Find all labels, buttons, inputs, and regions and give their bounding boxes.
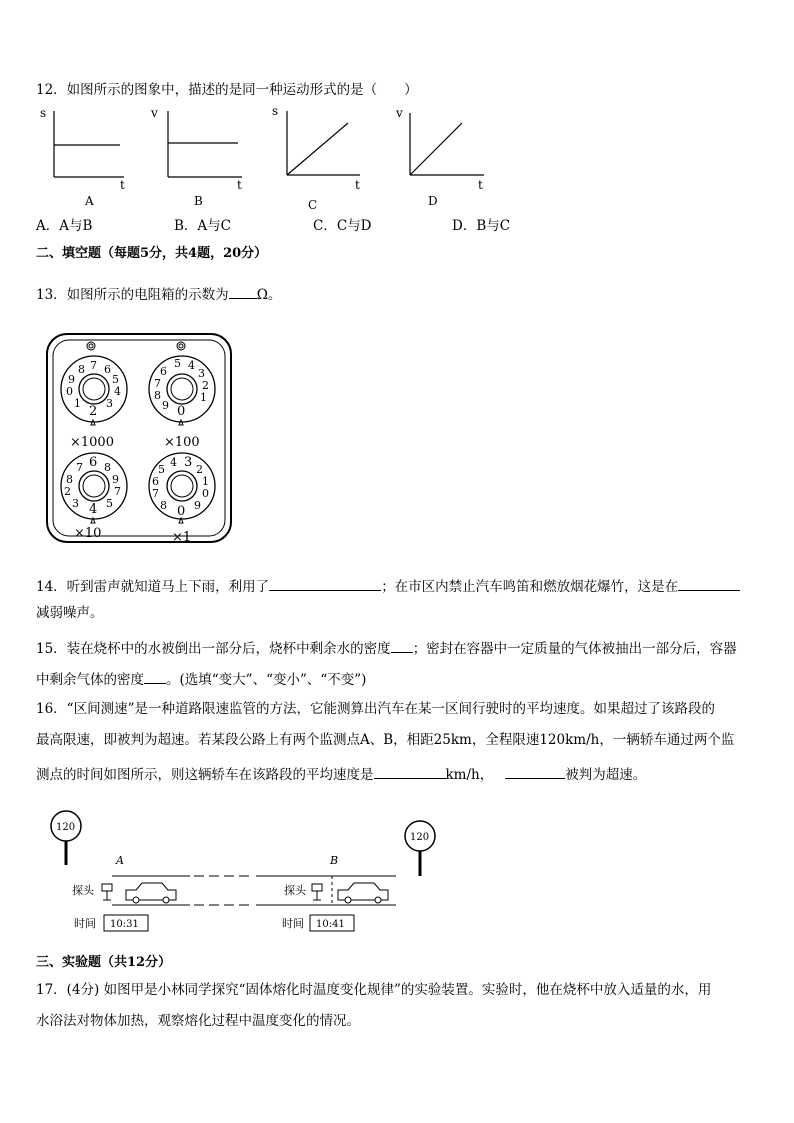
dial-x1-top: 3 (184, 455, 193, 470)
svg-text:1: 1 (200, 391, 207, 404)
q15-blank-1[interactable] (391, 640, 413, 653)
q12-option-d[interactable]: D．B与C (452, 218, 511, 234)
q14-line1-b: ；在市区内禁止汽车鸣笛和燃放烟花爆竹，这是在 (381, 579, 679, 595)
graph-d-caption: D (428, 194, 438, 208)
q15-line2-b: 。(选填“变大”、“变小”、“不变”) (166, 672, 367, 688)
q14-line1-a: 14．听到雷声就知道马上下雨，利用了 (36, 579, 270, 595)
graph-b-ylabel: v (151, 106, 158, 120)
time-b-value: 10:41 (316, 919, 345, 930)
q14-blank-2[interactable] (678, 578, 740, 591)
sign-left-value: 120 (56, 822, 76, 833)
svg-text:6: 6 (160, 365, 167, 378)
sign-right-value: 120 (410, 832, 430, 843)
svg-text:8: 8 (66, 473, 73, 486)
svg-text:8: 8 (78, 363, 85, 376)
q16-line3-a: 测点的时间如图所示，则这辆轿车在该路段的平均速度是 (36, 767, 374, 783)
q12-option-b[interactable]: B．A与C (174, 218, 231, 234)
section2-heading: 二、填空题（每题5分，共4题，20分） (36, 246, 268, 261)
svg-text:6: 6 (152, 475, 159, 488)
graph-b (150, 106, 242, 208)
graph-d (395, 106, 484, 208)
dial-x1 (149, 453, 215, 545)
q12-option-a[interactable]: A．A与B (36, 218, 93, 234)
svg-text:1: 1 (202, 475, 209, 488)
svg-text:2: 2 (64, 485, 71, 498)
section3-heading: 三、实验题（共12分） (36, 955, 172, 970)
speed-limit-sign-right (405, 821, 435, 876)
dial-x10-top: 6 (89, 455, 98, 470)
q13-stem (36, 286, 281, 303)
svg-text:4: 4 (170, 456, 177, 469)
graph-b-xlabel: t (237, 178, 242, 192)
svg-text:4: 4 (188, 359, 195, 372)
svg-text:6: 6 (104, 363, 111, 376)
dial-x100 (149, 342, 215, 450)
svg-text:0: 0 (66, 385, 73, 398)
graph-d-ylabel: v (396, 106, 403, 120)
dial-x10-reading: 4 (89, 502, 98, 517)
camera-a-icon (102, 884, 112, 900)
svg-text:8: 8 (160, 499, 167, 512)
graph-a-caption: A (85, 194, 94, 208)
q12-option-c[interactable]: C．C与D (313, 218, 372, 234)
q15-blank-2[interactable] (144, 671, 166, 684)
q15-line1-a: 15．装在烧杯中的水被倒出一部分后，烧杯中剩余水的密度 (36, 641, 391, 657)
time-a-label: 时间 (74, 917, 96, 930)
graph-c (272, 104, 360, 212)
q16-line3 (36, 766, 646, 783)
q12-graphs (30, 103, 510, 215)
speed-check-figure (40, 808, 450, 938)
resistance-box-figure (44, 331, 234, 545)
dial-x1-reading: 0 (177, 504, 186, 519)
q16-line2: 最高限速，即被判为超速。若某段公路上有两个监测点A、B，相距25km，全程限速120km/h，一辆轿车通过两个监 (36, 732, 735, 748)
graph-a-xlabel: t (120, 178, 125, 192)
q16-line3-b: km/h， (445, 767, 494, 783)
svg-text:0: 0 (202, 487, 209, 500)
speed-limit-sign-left (51, 811, 81, 865)
probe-a-label: 探头 (72, 884, 94, 897)
dial-x1000-reading: 2 (89, 404, 98, 419)
graph-b-caption: B (194, 194, 203, 208)
q15-line1 (36, 640, 737, 657)
svg-text:2: 2 (196, 463, 203, 476)
graph-c-xlabel: t (355, 178, 360, 192)
q17-line2: 水浴法对物体加热，观察熔化过程中温度变化的情况。 (36, 1013, 360, 1029)
dial-x10 (61, 453, 127, 541)
q14-line1 (36, 578, 740, 595)
svg-text:7: 7 (90, 359, 97, 372)
graph-a-ylabel: s (40, 106, 47, 120)
svg-text:5: 5 (112, 373, 119, 386)
svg-text:5: 5 (174, 357, 181, 370)
svg-text:2: 2 (202, 379, 209, 392)
svg-text:9: 9 (112, 473, 119, 486)
dial-x100-label: ×100 (164, 435, 200, 450)
dial-x1-label: ×1 (172, 530, 192, 545)
q16-blank-speed[interactable] (374, 766, 446, 779)
graph-d-xlabel: t (478, 178, 483, 192)
svg-text:8: 8 (104, 461, 111, 474)
probe-b-label: 探头 (284, 884, 306, 897)
dial-x100-reading: 0 (177, 404, 186, 419)
svg-text:7: 7 (154, 377, 161, 390)
q14-blank-1[interactable] (269, 578, 381, 591)
camera-b-icon (312, 884, 322, 900)
point-a-label: A (116, 854, 124, 867)
svg-text:7: 7 (114, 485, 121, 498)
svg-text:5: 5 (106, 497, 113, 510)
svg-text:1: 1 (74, 397, 81, 410)
svg-text:7: 7 (152, 487, 159, 500)
svg-text:5: 5 (158, 463, 165, 476)
q15-line1-b: ；密封在容器中一定质量的气体被抽出一部分后，容器 (412, 641, 737, 657)
time-b-label: 时间 (282, 917, 304, 930)
dial-x1000 (61, 342, 127, 450)
q13-answer-blank[interactable] (229, 286, 257, 299)
svg-text:9: 9 (162, 399, 169, 412)
q17-line1: 17．(4分) 如图甲是小林同学探究“固体熔化时温度变化规律”的实验装置。实验时，他在烧杯中放入适量的水，用 (36, 982, 712, 998)
dial-x1000-label: ×1000 (70, 435, 114, 450)
graph-a (40, 106, 125, 208)
svg-text:3: 3 (72, 497, 79, 510)
car-at-a-icon (126, 883, 176, 903)
svg-text:4: 4 (114, 385, 121, 398)
q15-line2 (36, 671, 366, 688)
point-b-label: B (330, 854, 339, 867)
graph-c-ylabel: s (272, 104, 279, 118)
q16-line1: 16．“区间测速”是一种道路限速监管的方法，它能测算出汽车在某一区间行驶时的平均速度。如果超过了该路段的 (36, 701, 715, 717)
q15-line2-a: 中剩余气体的密度 (36, 672, 144, 688)
svg-text:8: 8 (154, 389, 161, 402)
q16-line3-c: 被判为超速。 (565, 767, 647, 783)
svg-text:3: 3 (106, 397, 113, 410)
dial-x10-label: ×10 (74, 526, 102, 541)
q13-stem-after: Ω。 (256, 287, 282, 303)
svg-text:3: 3 (198, 367, 205, 380)
q12-stem: 12．如图所示的图象中，描述的是同一种运动形式的是（ ） (36, 82, 418, 98)
graph-c-caption: C (308, 198, 318, 212)
q16-blank-judge[interactable] (505, 766, 565, 779)
q14-line2: 减弱噪声。 (36, 605, 104, 621)
svg-text:9: 9 (194, 499, 201, 512)
time-a-value: 10:31 (110, 919, 139, 930)
car-at-b-icon (338, 883, 388, 903)
svg-text:7: 7 (76, 461, 83, 474)
svg-text:9: 9 (68, 373, 75, 386)
q13-stem-before: 13．如图所示的电阻箱的示数为 (36, 287, 229, 303)
